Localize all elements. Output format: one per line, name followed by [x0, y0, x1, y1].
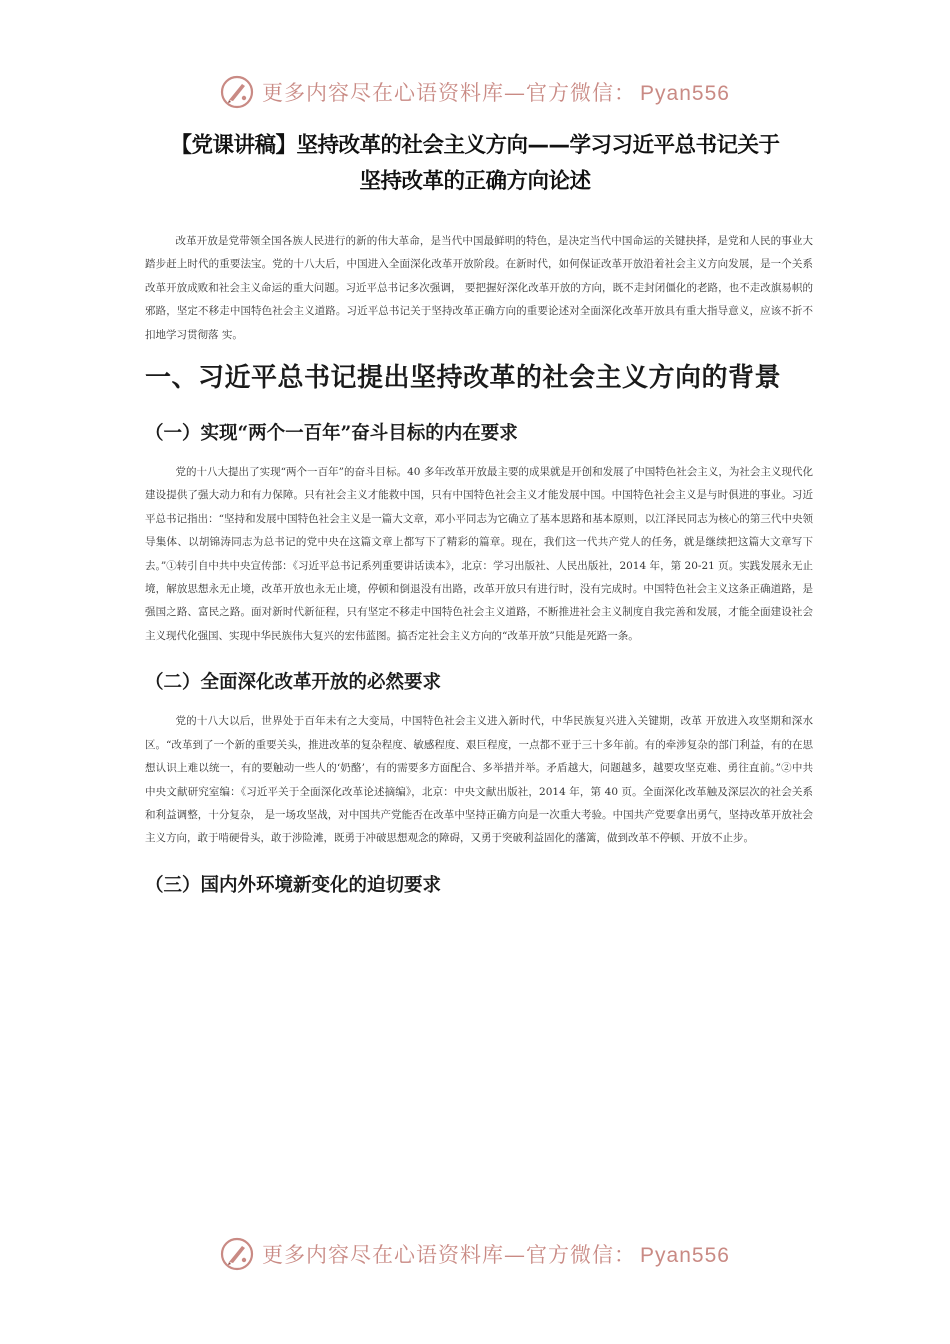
- watermark-text: 更多内容尽在心语资料库—官方微信： Pyan556: [262, 1243, 730, 1267]
- watermark-banner-top: [0, 70, 950, 114]
- watermark-brand: Pyan556: [640, 1244, 730, 1267]
- quill-logo-icon: [220, 75, 254, 109]
- subsection-2-paragraph: 党的十八大以后，世界处于百年未有之大变局，中国特色社会主义进入新时代，中华民族复兴进入关键期，改革 开放进入攻坚期和深水区。“改革到了一个新的重要关头，推进改革的复杂程度、敏感程度、艰巨程度，一点都不亚于三十多年前。有的牵涉复杂的部门利益，有的在思想认识上难以统一，有的要触动一些人的‘奶酪’，有的需要多方面配合、多举措并举。矛盾越大，问题越多，越要攻坚克难、勇往直前。”②中共中央文献研究室编：《习近平关于全面深化改革论述摘编》，北京：中央文献出版社，2014 年，第 40 页。全面深化改革触及深层次的社会关系和利益调整，十分复杂， 是一场攻坚战，对中国共产党能否在改革中坚持正确方向是一次重大考验。中国共产党要拿出勇气，坚持改革开放社会主义方向，敢于啃硬骨头，敢于涉险滩，既勇于冲破思想观念的障碍，又勇于突破利益固化的藩篱，做到改革不停顿、开放不止步。: [145, 715, 813, 845]
- section-1-heading: 一、习近平总书记提出坚持改革的社会主义方向的背景: [145, 363, 782, 394]
- watermark-brand: Pyan556: [640, 82, 730, 105]
- document-title-line1: 【党课讲稿】坚持改革的社会主义方向——学习习近平总书记关于: [170, 133, 780, 158]
- subsection-1-heading: （一）实现“两个一百年”奋斗目标的内在要求: [145, 423, 518, 445]
- quill-logo-icon: [220, 1237, 254, 1271]
- subsection-3-heading: （三）国内外环境新变化的迫切要求: [145, 874, 442, 896]
- document-title-line2: 坚持改革的正确方向论述: [359, 169, 591, 194]
- watermark-text: 更多内容尽在心语资料库—官方微信： Pyan556: [262, 81, 730, 105]
- subsection-2-heading: （二）全面深化改革开放的必然要求: [145, 672, 442, 694]
- document-title: [120, 128, 830, 200]
- watermark-banner-bottom: [0, 1232, 950, 1276]
- subsection-1-paragraph: 党的十八大提出了实现“两个一百年”的奋斗目标。40 多年改革开放最主要的成果就是开创和发展了中国特色社会主义，为社会主义现代化建设提供了强大动力和有力保障。只有社会主义才能救中国，只有中国特色社会主义才能发展中国。中国特色社会主义是与时俱进的事业。习近平总书记指出：“坚持和发展中国特色社会主义是一篇大文章，邓小平同志为它确立了基本思路和基本原则，以江泽民同志为核心的第三代中央领导集体、以胡锦涛同志为总书记的党中央在这篇文章上都写下了精彩的篇章。现在，我们这一代共产党人的任务，就是继续把这篇大文章写下去。”①转引自中共中央宣传部：《习近平总书记系列重要讲话读本》，北京：学习出版社、人民出版社，2014 年，第 20-21 页。实践发展永无止境，解放思想永无止境，改革开放也永无止境，停顿和倒退没有出路，改革开放只有进行时，没有完成时。中国特色社会主义这条正确道路，是强国之路、富民之路。面对新时代新征程，只有坚定不移走中国特色社会主义道路，不断推进社会主义制度自我完善和发展，才能全面建设社会主义现代化强国、实现中华民族伟大复兴的宏伟蓝图。搞否定社会主义方向的“改革开放”只能是死路一条。: [145, 466, 813, 642]
- intro-paragraph: 改革开放是党带领全国各族人民进行的新的伟大革命，是当代中国最鲜明的特色，是决定当代中国命运的关键抉择，是党和人民的事业大踏步赶上时代的重要法宝。党的十八大后，中国进入全面深化改革开放阶段。在新时代，如何保证改革开放沿着社会主义方向发展，是一个关系改革开放成败和社会主义命运的重大问题。习近平总书记多次强调， 要把握好深化改革开放的方向，既不走封闭僵化的老路，也不走改旗易帜的邪路，坚定不移走中国特色社会主义道路。习近平总书记关于坚持改革正确方向的重要论述对全面深化改革开放具有重大指导意义，应该不折不扣地学习贯彻落 实。: [145, 235, 813, 341]
- document-body: [145, 230, 813, 913]
